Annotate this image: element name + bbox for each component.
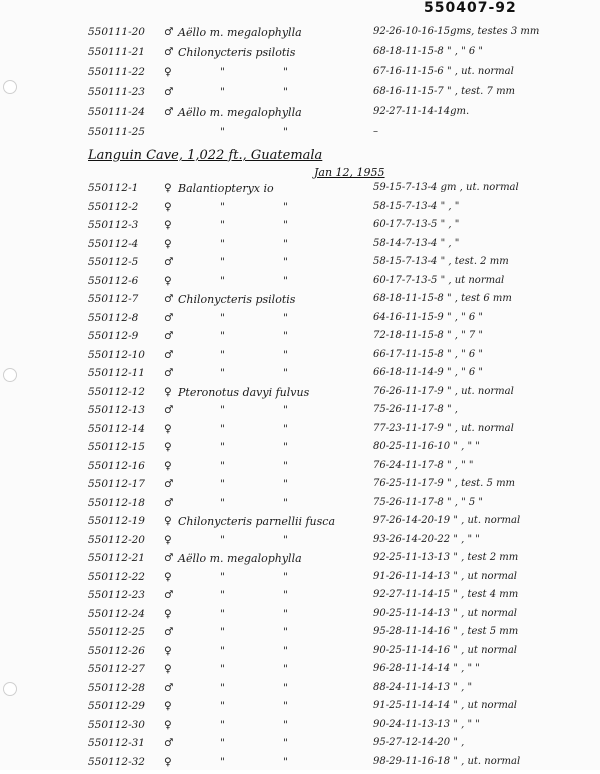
catalog-number: 550112-4 xyxy=(88,237,139,250)
ditto-mark: " xyxy=(283,274,288,287)
species-name: Chilonycteris psilotis xyxy=(178,46,296,59)
sex-symbol: ♂ xyxy=(164,589,174,601)
catalog-number: 550112-27 xyxy=(88,663,145,675)
ditto-mark: " xyxy=(283,311,288,324)
ditto-mark: " xyxy=(283,237,288,250)
measurements: 92-27-11-14-14gm. xyxy=(373,106,470,117)
catalog-number: 550112-7 xyxy=(88,293,139,305)
ditto-mark: " xyxy=(283,681,288,694)
ditto-mark: " xyxy=(283,441,288,453)
ditto-mark: " xyxy=(283,607,288,620)
sex-symbol: ♂ xyxy=(164,737,174,749)
sex-symbol: ♂ xyxy=(164,478,174,490)
ditto-mark: " xyxy=(283,367,288,379)
sex-symbol: ♀ xyxy=(164,570,172,583)
ditto-mark: " xyxy=(283,200,288,213)
sex-symbol: ♂ xyxy=(164,26,174,38)
sex-symbol: ♀ xyxy=(164,663,172,675)
sex-symbol: ♂ xyxy=(164,256,174,268)
measurements: 76-24-11-17-8 " , " " xyxy=(373,459,474,471)
sex-symbol: ♂ xyxy=(164,293,174,305)
punch-hole xyxy=(3,80,17,94)
catalog-number: 550112-12 xyxy=(88,385,145,398)
sex-symbol: ♂ xyxy=(164,86,174,98)
sex-symbol: ♀ xyxy=(164,200,172,213)
measurements: 76-25-11-17-9 " , test. 5 mm xyxy=(373,478,516,489)
ditto-mark: " xyxy=(220,737,225,749)
measurements: 66-17-11-15-8 " , " 6 " xyxy=(373,348,484,360)
sex-symbol: ♂ xyxy=(164,681,174,694)
catalog-number: 550112-1 xyxy=(88,182,139,194)
ditto-mark: " xyxy=(283,422,288,435)
measurements: 97-26-14-20-19 " , ut. normal xyxy=(373,515,521,526)
catalog-number: 550112-5 xyxy=(88,256,139,268)
catalog-number: 550112-3 xyxy=(88,219,139,231)
catalog-number: 550111-21 xyxy=(88,46,145,58)
ditto-mark: " xyxy=(220,681,225,694)
ditto-mark: " xyxy=(283,459,288,472)
species-name: Aëllo m. megalophylla xyxy=(178,552,302,565)
sex-symbol: ♂ xyxy=(164,626,174,638)
measurements: 90-24-11-13-13 " , " " xyxy=(373,718,480,730)
sex-symbol: ♂ xyxy=(164,46,174,58)
ditto-mark: " xyxy=(220,459,225,472)
ditto-mark: " xyxy=(283,478,288,490)
sex-symbol: ♀ xyxy=(164,607,172,620)
catalog-number: 550112-17 xyxy=(88,478,145,490)
measurements: 91-26-11-14-13 " , ut normal xyxy=(373,570,517,582)
measurements: 90-25-11-14-13 " , ut normal xyxy=(373,607,517,619)
sex-symbol: ♀ xyxy=(164,515,172,527)
sex-symbol: ♂ xyxy=(164,496,174,509)
measurements: 92-27-11-14-15 " , test 4 mm xyxy=(373,589,519,600)
ditto-mark: " xyxy=(220,589,225,601)
sex-symbol: ♂ xyxy=(164,348,174,361)
ditto-mark: " xyxy=(220,755,225,768)
ditto-mark: " xyxy=(220,311,225,324)
ditto-mark: " xyxy=(220,200,225,213)
ditto-mark: " xyxy=(283,348,288,361)
collection-date: Jan 12, 1955 xyxy=(314,166,385,179)
catalog-number: 550112-30 xyxy=(88,718,145,731)
measurements: 98-29-11-16-18 " , ut. normal xyxy=(373,755,521,767)
measurements: 66-18-11-14-9 " , " 6 " xyxy=(373,367,484,378)
measurements: 59-15-7-13-4 gm , ut. normal xyxy=(373,182,519,193)
catalog-number: 550111-24 xyxy=(88,106,145,118)
ditto-mark: " xyxy=(220,478,225,490)
measurements: 91-25-11-14-14 " , ut normal xyxy=(373,700,517,711)
catalog-number: 550112-23 xyxy=(88,589,145,601)
measurements: 60-17-7-13-5 " , ut normal xyxy=(373,274,505,286)
sex-symbol: ♂ xyxy=(164,311,174,324)
ditto-mark: " xyxy=(220,422,225,435)
ditto-mark: " xyxy=(283,404,288,416)
catalog-number: 550111-25 xyxy=(88,126,145,138)
measurements: 93-26-14-20-22 " , " " xyxy=(373,533,480,545)
ditto-mark: " xyxy=(220,496,225,509)
ditto-mark: " xyxy=(283,663,288,675)
ditto-mark: " xyxy=(283,219,288,231)
species-name: Aëllo m. megalophylla xyxy=(178,26,302,39)
catalog-number: 550112-24 xyxy=(88,607,145,620)
catalog-number: 550112-6 xyxy=(88,274,139,287)
ditto-mark: " xyxy=(220,330,225,342)
catalog-number: 550112-18 xyxy=(88,496,145,509)
ditto-mark: " xyxy=(220,367,225,379)
catalog-number: 550112-26 xyxy=(88,644,145,657)
sex-symbol: ♀ xyxy=(164,385,172,398)
punch-hole xyxy=(3,682,17,696)
sex-symbol: ♀ xyxy=(164,459,172,472)
sex-symbol: ♀ xyxy=(164,237,172,250)
ditto-mark: " xyxy=(220,644,225,657)
sex-symbol: ♂ xyxy=(164,330,174,342)
catalog-number: 550111-20 xyxy=(88,26,145,38)
ditto-mark: " xyxy=(220,700,225,712)
ditto-mark: " xyxy=(283,126,288,138)
sex-symbol: ♀ xyxy=(164,182,172,194)
measurements: 90-25-11-14-16 " , ut normal xyxy=(373,644,517,656)
ditto-mark: " xyxy=(220,237,225,250)
species-name: Aëllo m. megalophylla xyxy=(178,106,302,119)
measurements: 95-28-11-14-16 " , test 5 mm xyxy=(373,626,519,637)
measurements: 80-25-11-16-10 " , " " xyxy=(373,441,480,452)
sex-symbol: ♀ xyxy=(164,274,172,287)
catalog-number: 550112-31 xyxy=(88,737,145,749)
measurements: 67-16-11-15-6 " , ut. normal xyxy=(373,66,514,77)
sex-symbol: ♀ xyxy=(164,533,172,546)
ditto-mark: " xyxy=(283,737,288,749)
measurements: – xyxy=(373,126,378,137)
sex-symbol: ♀ xyxy=(164,700,172,712)
catalog-number: 550112-10 xyxy=(88,348,145,361)
ditto-mark: " xyxy=(283,256,288,268)
catalog-number: 550112-13 xyxy=(88,404,145,416)
measurements: 64-16-11-15-9 " , " 6 " xyxy=(373,311,484,323)
species-name: Chilonycteris psilotis xyxy=(178,293,296,306)
ditto-mark: " xyxy=(283,570,288,583)
ditto-mark: " xyxy=(220,348,225,361)
sex-symbol: ♀ xyxy=(164,66,172,78)
measurements: 96-28-11-14-14 " , " " xyxy=(373,663,480,674)
catalog-number: 550112-2 xyxy=(88,200,139,213)
ditto-mark: " xyxy=(220,718,225,731)
sex-symbol: ♀ xyxy=(164,644,172,657)
ditto-mark: " xyxy=(220,570,225,583)
sex-symbol: ♀ xyxy=(164,219,172,231)
ditto-mark: " xyxy=(220,86,225,98)
sex-symbol: ♂ xyxy=(164,552,174,564)
sex-symbol: ♀ xyxy=(164,441,172,453)
ditto-mark: " xyxy=(220,607,225,620)
catalog-number: 550112-28 xyxy=(88,681,145,694)
sex-symbol: ♂ xyxy=(164,404,174,416)
ditto-mark: " xyxy=(220,126,225,138)
ditto-mark: " xyxy=(220,404,225,416)
measurements: 68-16-11-15-7 " , test. 7 mm xyxy=(373,86,516,97)
sex-symbol: ♂ xyxy=(164,367,174,379)
catalog-number: 550112-16 xyxy=(88,459,145,472)
ditto-mark: " xyxy=(283,644,288,657)
measurements: 72-18-11-15-8 " , " 7 " xyxy=(373,330,484,341)
ditto-mark: " xyxy=(220,626,225,638)
ditto-mark: " xyxy=(283,589,288,601)
measurements: 68-18-11-15-8 " , test 6 mm xyxy=(373,293,512,304)
species-name: Balantiopteryx io xyxy=(178,182,274,195)
ditto-mark: " xyxy=(283,330,288,342)
catalog-number: 550112-19 xyxy=(88,515,145,527)
measurements: 68-18-11-15-8 " , " 6 " xyxy=(373,46,484,57)
catalog-number: 550112-25 xyxy=(88,626,145,638)
ditto-mark: " xyxy=(220,441,225,453)
measurements: 75-26-11-17-8 " , " 5 " xyxy=(373,496,484,508)
catalog-number: 550112-32 xyxy=(88,755,145,768)
ditto-mark: " xyxy=(220,533,225,546)
ditto-mark: " xyxy=(220,274,225,287)
punch-hole xyxy=(3,368,17,382)
sex-symbol: ♀ xyxy=(164,718,172,731)
sex-symbol: ♀ xyxy=(164,422,172,435)
measurements: 77-23-11-17-9 " , ut. normal xyxy=(373,422,514,434)
measurements: 92-25-11-13-13 " , test 2 mm xyxy=(373,552,519,563)
sex-symbol: ♀ xyxy=(164,755,172,768)
catalog-number: 550111-23 xyxy=(88,86,145,98)
ditto-mark: " xyxy=(283,533,288,546)
ditto-mark: " xyxy=(220,66,225,78)
measurements: 60-17-7-13-5 " , " xyxy=(373,219,460,230)
ditto-mark: " xyxy=(283,700,288,712)
measurements: 92-26-10-16-15gms, testes 3 mm xyxy=(373,26,540,37)
ditto-mark: " xyxy=(283,86,288,98)
measurements: 75-26-11-17-8 " , xyxy=(373,404,458,415)
ditto-mark: " xyxy=(283,66,288,78)
catalog-number: 550112-14 xyxy=(88,422,145,435)
ditto-mark: " xyxy=(283,718,288,731)
catalog-number: 550112-21 xyxy=(88,552,145,564)
measurements: 58-15-7-13-4 " , " xyxy=(373,200,460,212)
species-name: Pteronotus davyi fulvus xyxy=(178,385,310,399)
catalog-number: 550112-8 xyxy=(88,311,139,324)
ditto-mark: " xyxy=(220,219,225,231)
ditto-mark: " xyxy=(283,626,288,638)
measurements: 95-27-12-14-20 " , xyxy=(373,737,465,748)
catalog-number: 550111-22 xyxy=(88,66,145,78)
measurements: 58-15-7-13-4 " , test. 2 mm xyxy=(373,256,509,267)
species-name: Chilonycteris parnellii fusca xyxy=(178,515,336,528)
ditto-mark: " xyxy=(283,496,288,509)
sex-symbol: ♂ xyxy=(164,106,174,118)
ditto-mark: " xyxy=(220,256,225,268)
ditto-mark: " xyxy=(220,663,225,675)
catalog-number: 550112-20 xyxy=(88,533,145,546)
catalog-number: 550112-9 xyxy=(88,330,139,342)
locality-heading: Languin Cave, 1,022 ft., Guatemala xyxy=(88,148,323,163)
measurements: 76-26-11-17-9 " , ut. normal xyxy=(373,385,514,397)
measurements: 58-14-7-13-4 " , " xyxy=(373,237,460,249)
catalog-number: 550112-22 xyxy=(88,570,145,583)
catalog-number: 550112-11 xyxy=(88,367,145,379)
ditto-mark: " xyxy=(283,755,288,768)
measurements: 88-24-11-14-13 " , " xyxy=(373,681,473,693)
catalog-number: 550112-15 xyxy=(88,441,145,453)
catalog-number: 550112-29 xyxy=(88,700,145,712)
page-number: 550407-92 xyxy=(424,0,517,16)
